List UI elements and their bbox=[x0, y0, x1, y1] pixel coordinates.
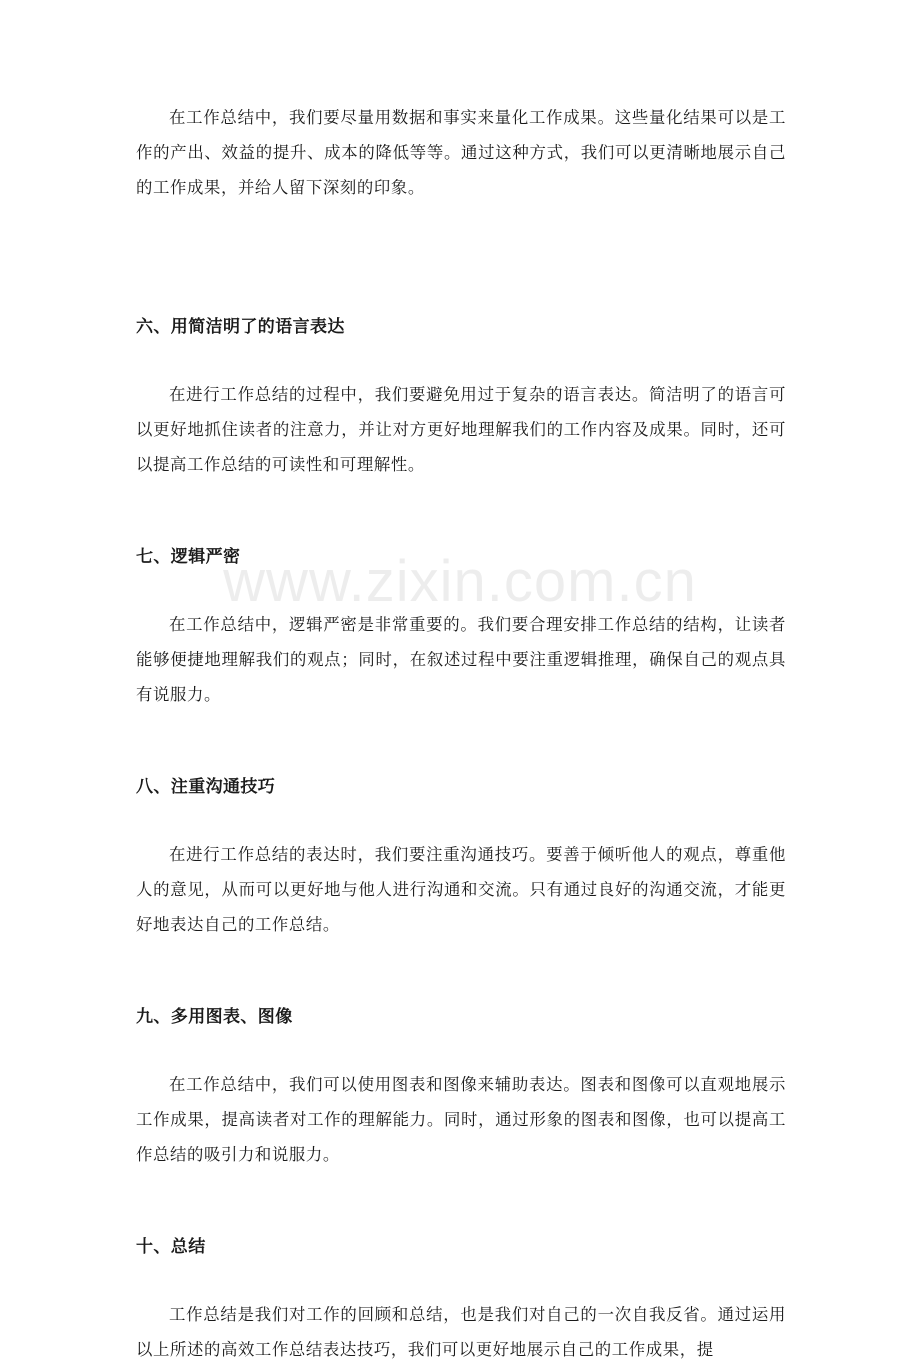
paragraph-section-10: 工作总结是我们对工作的回顾和总结，也是我们对自己的一次自我反省。通过运用以上所述的高效工作总结表达技巧，我们可以更好地展示自己的工作成果，提 bbox=[136, 1305, 786, 1359]
paragraph-section-8: 在进行工作总结的表达时，我们要注重沟通技巧。要善于倾听他人的观点，尊重他人的意见，从而可以更好地与他人进行沟通和交流。只有通过良好的沟通交流，才能更好地表达自己的工作总结。 bbox=[136, 845, 786, 934]
paragraph-section-6: 在进行工作总结的过程中，我们要避免用过于复杂的语言表达。简洁明了的语言可以更好地抓住读者的注意力，并让对方更好地理解我们的工作内容及成果。同时，还可以提高工作总结的可读性和可理解性。 bbox=[136, 385, 786, 474]
heading-section-7: 七、逻辑严密 bbox=[136, 547, 241, 567]
document-body bbox=[136, 100, 786, 1367]
heading-section-8: 八、注重沟通技巧 bbox=[136, 777, 276, 797]
paragraph-quantify-results: 在工作总结中，我们要尽量用数据和事实来量化工作成果。这些量化结果可以是工作的产出、效益的提升、成本的降低等等。通过这种方式，我们可以更清晰地展示自己的工作成果，并给人留下深刻的印象。 bbox=[136, 108, 786, 197]
heading-section-9: 九、多用图表、图像 bbox=[136, 1007, 293, 1027]
paragraph-section-9: 在工作总结中，我们可以使用图表和图像来辅助表达。图表和图像可以直观地展示工作成果，提高读者对工作的理解能力。同时，通过形象的图表和图像，也可以提高工作总结的吸引力和说服力。 bbox=[136, 1075, 786, 1164]
heading-section-10: 十、总结 bbox=[136, 1237, 206, 1257]
heading-section-6: 六、用简洁明了的语言表达 bbox=[136, 317, 345, 337]
paragraph-section-7: 在工作总结中，逻辑严密是非常重要的。我们要合理安排工作总结的结构，让读者能够便捷地理解我们的观点；同时，在叙述过程中要注重逻辑推理，确保自己的观点具有说服力。 bbox=[136, 615, 786, 704]
watermark: www.zixin.com.cn bbox=[223, 549, 697, 614]
